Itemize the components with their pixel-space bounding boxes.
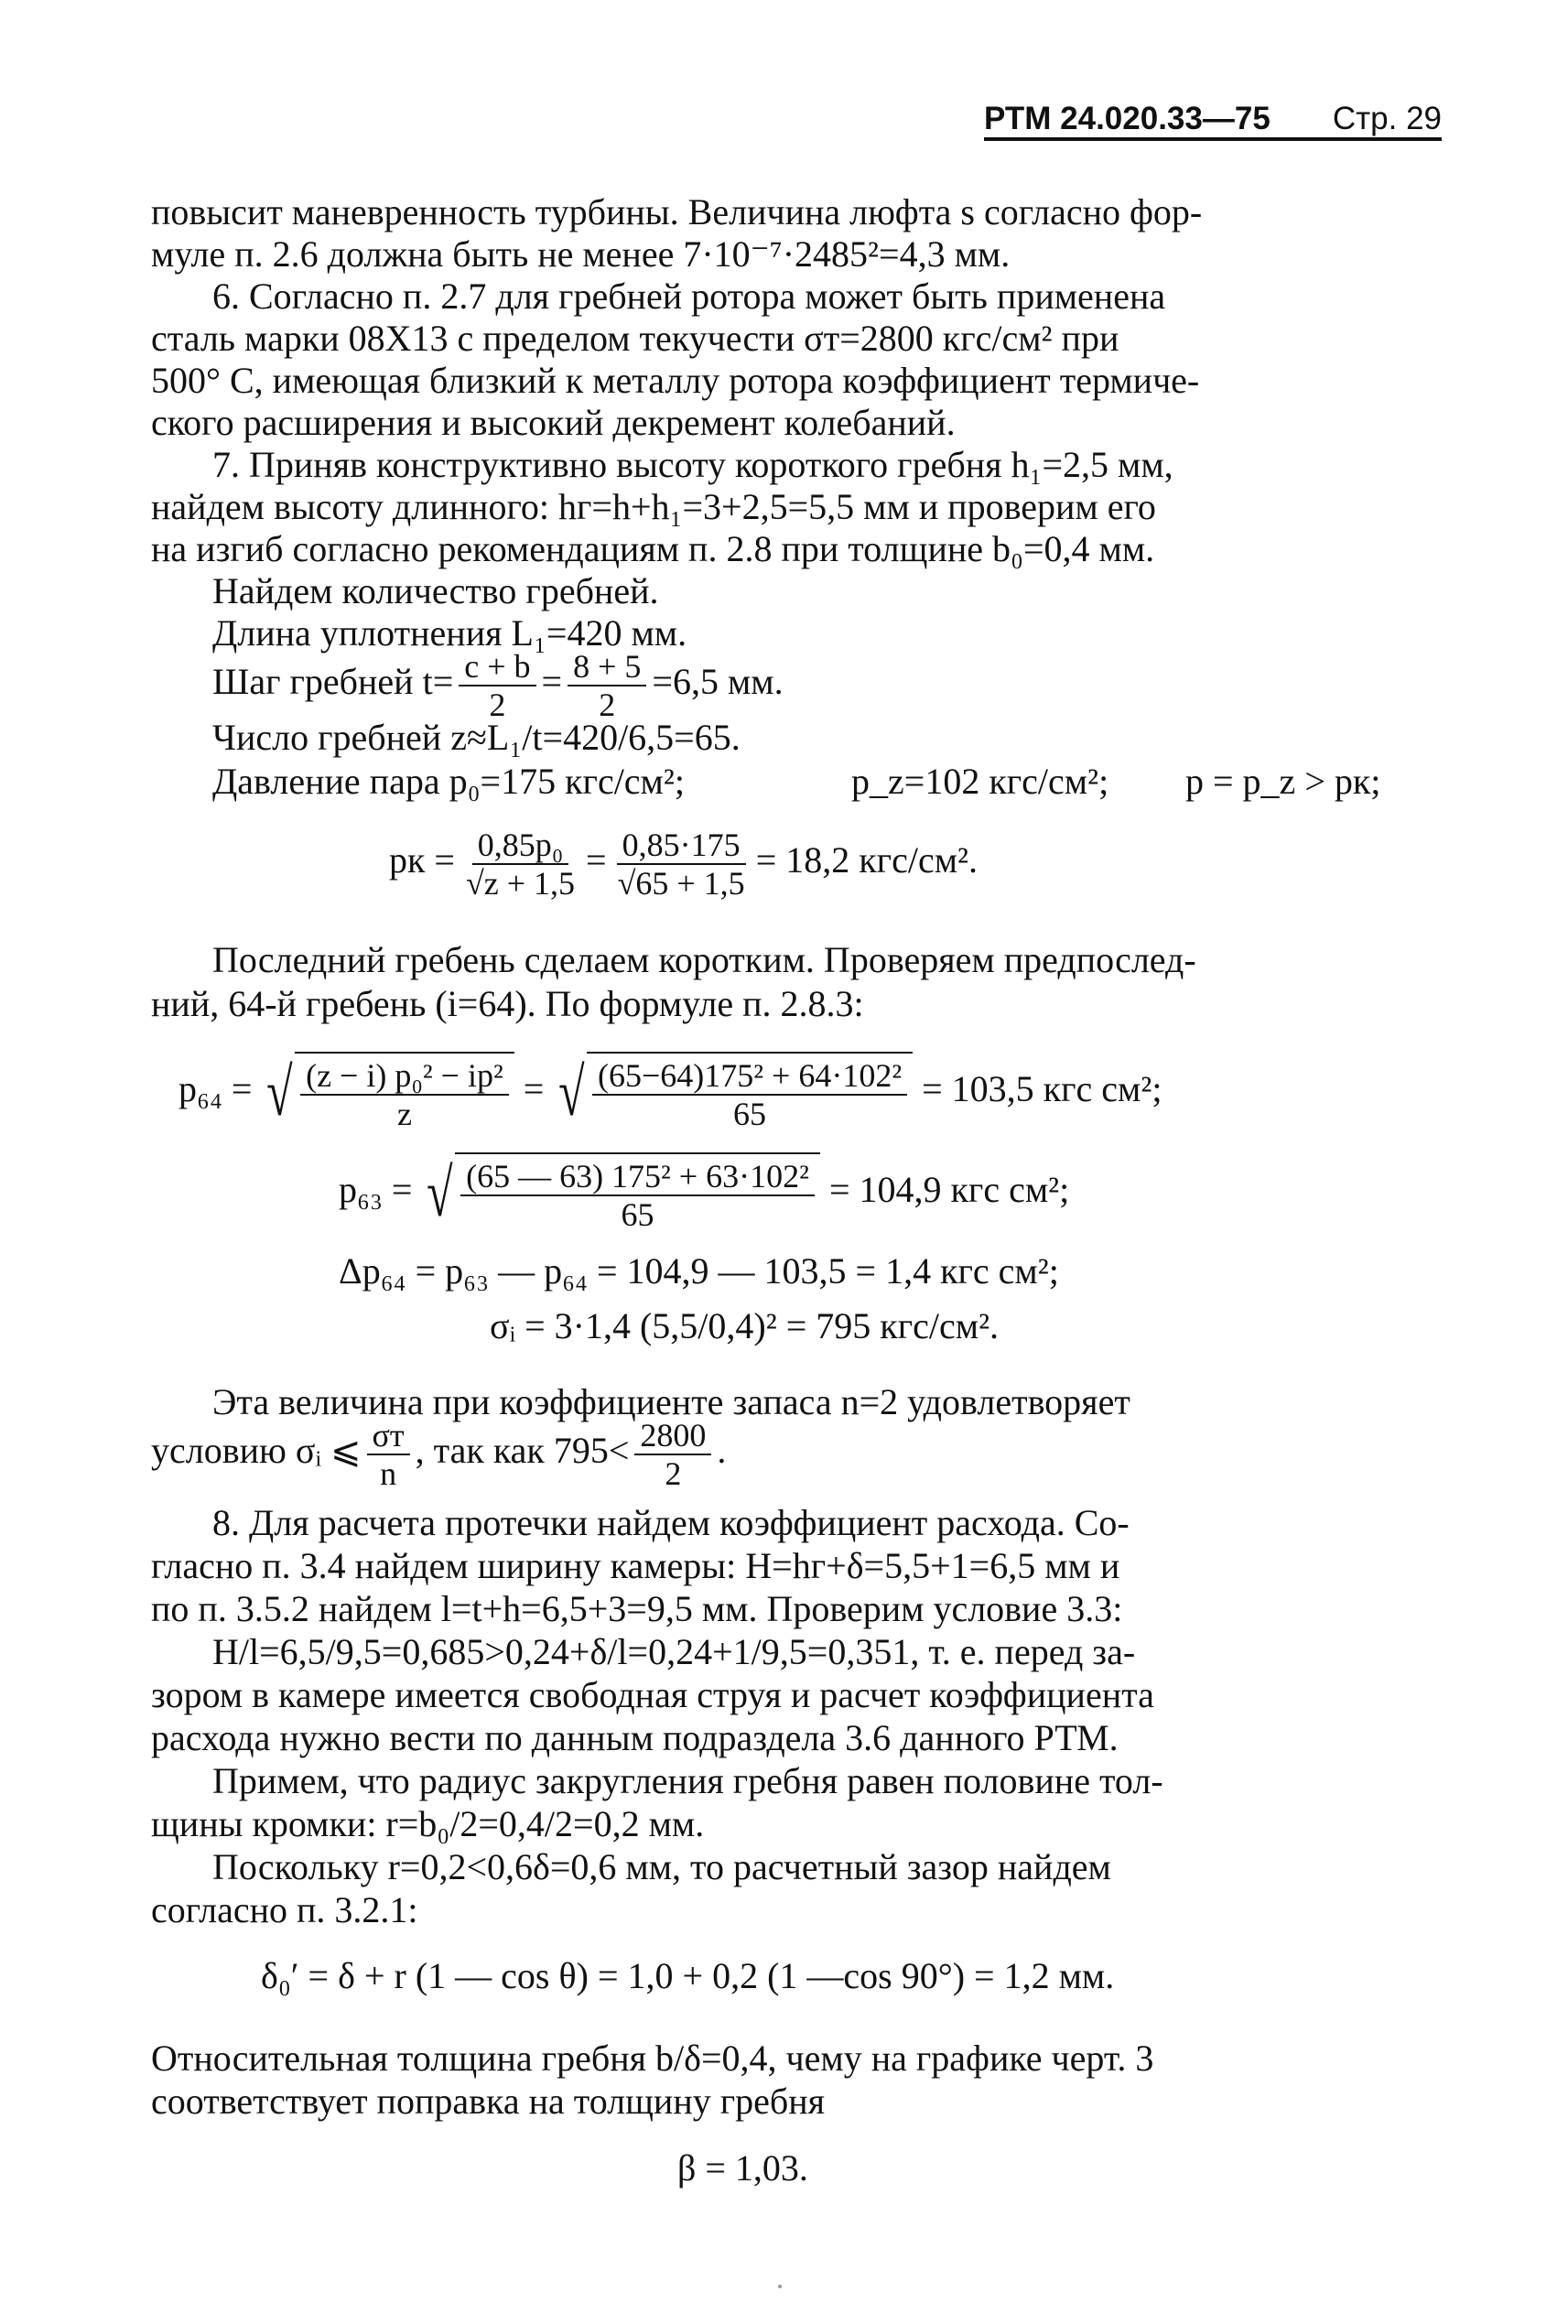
p63-formula: p₆₃ = √ $\frac{\text{(65 — 63) 175² + 63·102²}}{65}$ = 104,9 кгс см²; [339, 1149, 1069, 1235]
text-line: ний, 64-й гребень (i=64). По формуле п. 2.8.3: [151, 983, 864, 1024]
text-line: 7. Приняв конструктивно высоту короткого гребня h₁=2,5 мм, [212, 444, 1173, 485]
text-line: согласно п. 3.2.1: [151, 1889, 418, 1930]
text-line: Примем, что радиус закругления гребня равен половине тол- [212, 1760, 1163, 1801]
text-line: Длина уплотнения L₁=420 мм. [212, 612, 687, 654]
text-line: Давление пара p₀=175 кгс/см²; [212, 761, 685, 802]
page-header [984, 92, 1442, 141]
sigma-formula: σᵢ = 3·1,4 (5,5/0,4)² = 795 кгс/см². [490, 1305, 1000, 1346]
page-number: Стр. 29 [1332, 101, 1442, 136]
pk-formula: pк = $\frac{\text{0,85p₀}}{√z + 1,5}$ = $\frac{0,85\cdot 175}{√65 + 1,5}$ = 18,2 кгс/см². [389, 826, 979, 902]
text-line: H/l=6,5/9,5=0,685>0,24+δ/l=0,24+1/9,5=0,351, т. е. перед за- [212, 1631, 1136, 1672]
text-line: муле п. 2.6 должна быть не менее 7·10⁻⁷·2485²=4,3 мм. [151, 233, 1011, 275]
text-line: Последний гребень сделаем коротким. Проверяем предпослед- [212, 939, 1196, 980]
text-line: p = p_z > pк; [1185, 761, 1381, 802]
dp64-formula: Δp₆₄ = p₆₃ — p₆₄ = 104,9 — 103,5 = 1,4 кгс см²; [339, 1250, 1059, 1292]
text-line: Найдем количество гребней. [212, 570, 659, 611]
text-line: соответствует поправка на толщину гребня [151, 2081, 826, 2122]
text-line: по п. 3.5.2 найдем l=t+h=6,5+3=9,5 мм. Проверим условие 3.3: [151, 1588, 1123, 1629]
text-line: ского расширения и высокий декремент колебаний. [151, 402, 956, 443]
text-line: 6. Согласно п. 2.7 для гребней ротора может быть применена [212, 276, 1166, 317]
text-line: Относительная толщина гребня b/δ=0,4, чему на графике черт. 3 [151, 2038, 1154, 2079]
text-line: 8. Для расчета протечки найдем коэффициент расхода. Со- [212, 1502, 1130, 1543]
text-line: зором в камере имеется свободная струя и расчет коэффициента [151, 1674, 1154, 1715]
text-line: Эта величина при коэффициенте запаса n=2 удовлетворяет [212, 1381, 1130, 1422]
text-line: Поскольку r=0,2<0,6δ=0,6 мм, то расчетный зазор найдем [212, 1846, 1111, 1887]
p64-formula: p₆₄ = √ $\frac{\text{(z − i) p₀² − ip²}}{z}$ = √ $\frac{\text{(65−64)175² + 64·102²}}{65}$ = 103,5 кгс см²; [178, 1048, 1162, 1134]
text-line: на изгиб согласно рекомендациям п. 2.8 при толщине b₀=0,4 мм. [151, 528, 1155, 569]
step-formula: Шаг гребней t= $\frac{c + b}{2}$ = $\frac{8 + 5}{2}$ =6,5 мм. [212, 647, 784, 723]
text-line: сталь марки 08Х13 с пределом текучести σт=2800 кгс/см² при [151, 318, 1119, 359]
condition-line: условию σᵢ ⩽ $\frac{\sigma т}{n}$ , так как 795< $\frac{2800}{2}$ . [151, 1416, 727, 1492]
text-line: щины кромки: r=b₀/2=0,4/2=0,2 мм. [151, 1803, 705, 1844]
text-line: повысит маневренность турбины. Величина люфта s согласно фор- [151, 191, 1203, 232]
text-line: p_z=102 кгс/см²; [851, 761, 1109, 802]
text-line: найдем высоту длинного: hг=h+h₁=3+2,5=5,5 мм и проверим его [151, 486, 1156, 527]
text-line: 500° С, имеющая близкий к металлу ротора коэффициент термиче- [151, 360, 1200, 401]
text-line: расхода нужно вести по данным подраздела 3.6 данного РТМ. [151, 1717, 1119, 1758]
text-line: Число гребней z≈L₁/t=420/6,5=65. [212, 717, 741, 758]
beta-formula: β = 1,03. [677, 2147, 808, 2189]
text-line: гласно п. 3.4 найдем ширину камеры: H=hг+δ=5,5+1=6,5 мм и [151, 1545, 1120, 1586]
delta-formula: δ₀′ = δ + r (1 — cos θ) = 1,0 + 0,2 (1 —cos 90°) = 1,2 мм. [261, 1955, 1115, 1996]
document-code: РТМ 24.020.33—75 [984, 101, 1271, 136]
scan-speck [778, 2285, 782, 2288]
